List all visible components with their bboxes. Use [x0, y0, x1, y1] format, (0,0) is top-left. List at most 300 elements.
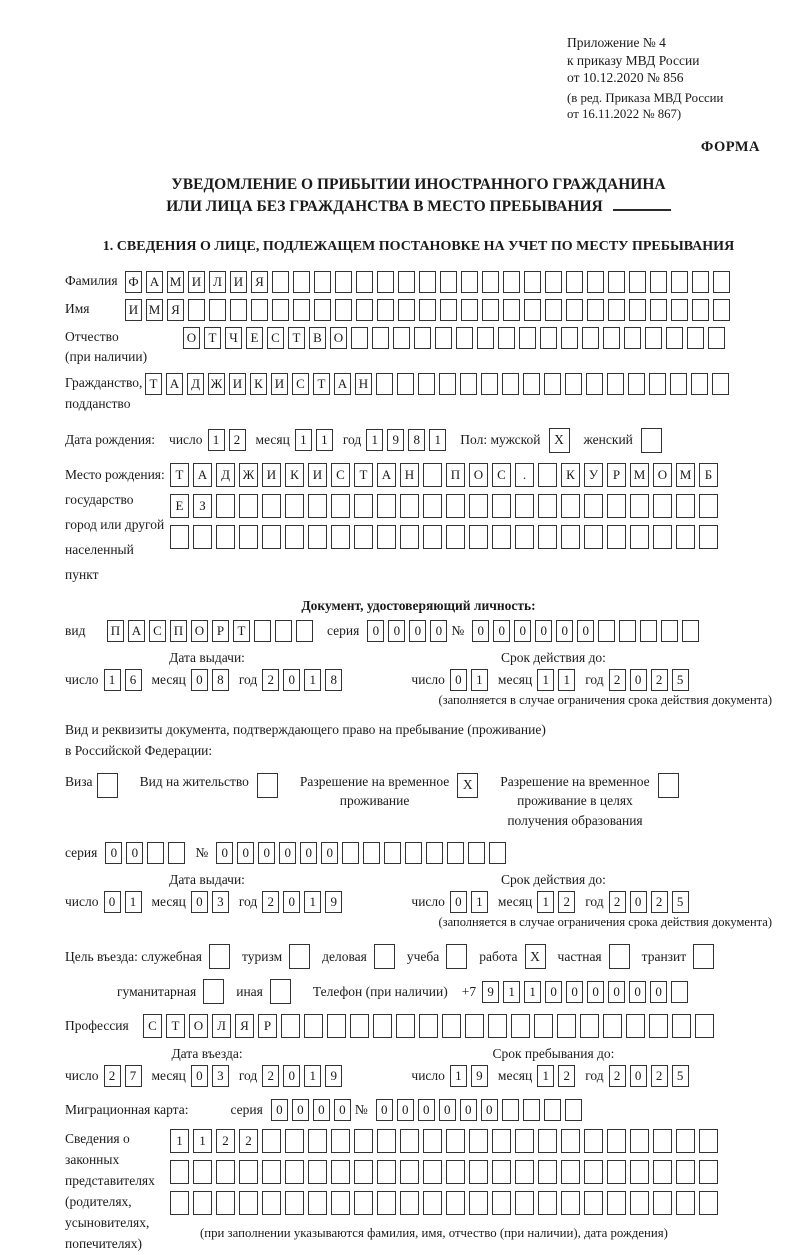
- char-cell[interactable]: [671, 271, 688, 293]
- char-cell[interactable]: [515, 1160, 534, 1184]
- char-cell[interactable]: [426, 842, 443, 864]
- char-cell[interactable]: [251, 299, 268, 321]
- char-cell[interactable]: [363, 842, 380, 864]
- char-cell[interactable]: [419, 271, 436, 293]
- char-cell[interactable]: [469, 525, 488, 549]
- char-cell[interactable]: [692, 271, 709, 293]
- char-cell[interactable]: [393, 327, 410, 349]
- char-cell[interactable]: 1: [125, 891, 142, 913]
- char-cell[interactable]: [477, 327, 494, 349]
- char-cell[interactable]: [492, 1191, 511, 1215]
- char-cell[interactable]: [460, 373, 477, 395]
- char-cell[interactable]: 9: [325, 1065, 342, 1087]
- char-cell[interactable]: [446, 1160, 465, 1184]
- char-cell[interactable]: [335, 271, 352, 293]
- char-cell[interactable]: Я: [167, 299, 184, 321]
- char-cell[interactable]: [524, 299, 541, 321]
- char-cell[interactable]: [469, 494, 488, 518]
- char-cell[interactable]: [492, 525, 511, 549]
- char-cell[interactable]: 5: [672, 669, 689, 691]
- char-cell[interactable]: [216, 1191, 235, 1215]
- char-cell[interactable]: [503, 271, 520, 293]
- char-cell[interactable]: [608, 271, 625, 293]
- char-cell[interactable]: [296, 620, 313, 642]
- char-cell[interactable]: [587, 271, 604, 293]
- char-cell[interactable]: [262, 1160, 281, 1184]
- char-cell[interactable]: [262, 494, 281, 518]
- char-cell[interactable]: 0: [430, 620, 447, 642]
- char-cell[interactable]: [372, 327, 389, 349]
- char-cell[interactable]: [331, 1129, 350, 1153]
- char-cell[interactable]: [582, 327, 599, 349]
- char-cell[interactable]: 1: [295, 429, 312, 451]
- char-cell[interactable]: [293, 271, 310, 293]
- char-cell[interactable]: [561, 525, 580, 549]
- char-cell[interactable]: [405, 842, 422, 864]
- char-cell[interactable]: [468, 842, 485, 864]
- work-checkbox[interactable]: X: [525, 944, 546, 969]
- char-cell[interactable]: [239, 525, 258, 549]
- char-cell[interactable]: 0: [587, 981, 604, 1003]
- char-cell[interactable]: [262, 1129, 281, 1153]
- char-cell[interactable]: 1: [208, 429, 225, 451]
- char-cell[interactable]: 7: [125, 1065, 142, 1087]
- char-cell[interactable]: [584, 494, 603, 518]
- char-cell[interactable]: И: [262, 463, 281, 487]
- char-cell[interactable]: [607, 1191, 626, 1215]
- char-cell[interactable]: [492, 494, 511, 518]
- char-cell[interactable]: 2: [609, 669, 626, 691]
- char-cell[interactable]: [713, 271, 730, 293]
- char-cell[interactable]: [414, 327, 431, 349]
- char-cell[interactable]: [482, 299, 499, 321]
- char-cell[interactable]: 0: [237, 842, 254, 864]
- visa-checkbox[interactable]: [97, 773, 118, 798]
- char-cell[interactable]: [377, 525, 396, 549]
- char-cell[interactable]: 0: [126, 842, 143, 864]
- char-cell[interactable]: 0: [630, 1065, 647, 1087]
- char-cell[interactable]: [584, 1129, 603, 1153]
- char-cell[interactable]: [331, 494, 350, 518]
- char-cell[interactable]: [676, 1160, 695, 1184]
- char-cell[interactable]: [630, 525, 649, 549]
- char-cell[interactable]: [170, 525, 189, 549]
- char-cell[interactable]: [342, 842, 359, 864]
- char-cell[interactable]: Т: [204, 327, 221, 349]
- char-cell[interactable]: 1: [366, 429, 383, 451]
- private-checkbox[interactable]: [609, 944, 630, 969]
- char-cell[interactable]: 1: [304, 891, 321, 913]
- char-cell[interactable]: [584, 1160, 603, 1184]
- char-cell[interactable]: 2: [609, 1065, 626, 1087]
- char-cell[interactable]: С: [292, 373, 309, 395]
- char-cell[interactable]: [285, 494, 304, 518]
- char-cell[interactable]: 0: [450, 669, 467, 691]
- char-cell[interactable]: 2: [651, 1065, 668, 1087]
- char-cell[interactable]: [630, 1129, 649, 1153]
- char-cell[interactable]: [603, 327, 620, 349]
- char-cell[interactable]: 0: [630, 669, 647, 691]
- char-cell[interactable]: [540, 327, 557, 349]
- char-cell[interactable]: [351, 327, 368, 349]
- char-cell[interactable]: [584, 1191, 603, 1215]
- char-cell[interactable]: [482, 271, 499, 293]
- char-cell[interactable]: 1: [304, 1065, 321, 1087]
- char-cell[interactable]: [465, 1014, 484, 1038]
- char-cell[interactable]: Я: [251, 271, 268, 293]
- char-cell[interactable]: [561, 327, 578, 349]
- char-cell[interactable]: [188, 299, 205, 321]
- char-cell[interactable]: [356, 299, 373, 321]
- char-cell[interactable]: 0: [283, 669, 300, 691]
- char-cell[interactable]: [561, 1191, 580, 1215]
- sex-male-checkbox[interactable]: X: [549, 428, 570, 453]
- char-cell[interactable]: М: [630, 463, 649, 487]
- char-cell[interactable]: 5: [672, 1065, 689, 1087]
- char-cell[interactable]: [377, 494, 396, 518]
- char-cell[interactable]: [649, 1014, 668, 1038]
- char-cell[interactable]: [699, 1191, 718, 1215]
- char-cell[interactable]: [423, 1160, 442, 1184]
- char-cell[interactable]: Л: [212, 1014, 231, 1038]
- char-cell[interactable]: 8: [212, 669, 229, 691]
- char-cell[interactable]: [377, 1191, 396, 1215]
- char-cell[interactable]: [515, 1191, 534, 1215]
- char-cell[interactable]: [650, 271, 667, 293]
- char-cell[interactable]: П: [107, 620, 124, 642]
- char-cell[interactable]: [293, 299, 310, 321]
- char-cell[interactable]: [239, 494, 258, 518]
- char-cell[interactable]: [649, 373, 666, 395]
- char-cell[interactable]: О: [191, 620, 208, 642]
- char-cell[interactable]: [423, 463, 442, 487]
- char-cell[interactable]: [708, 327, 725, 349]
- char-cell[interactable]: [587, 299, 604, 321]
- char-cell[interactable]: Н: [400, 463, 419, 487]
- char-cell[interactable]: [670, 373, 687, 395]
- char-cell[interactable]: [607, 373, 624, 395]
- char-cell[interactable]: [607, 1129, 626, 1153]
- char-cell[interactable]: [308, 1191, 327, 1215]
- char-cell[interactable]: 2: [651, 669, 668, 691]
- rvp-education-checkbox[interactable]: [658, 773, 679, 798]
- char-cell[interactable]: [524, 271, 541, 293]
- char-cell[interactable]: [544, 373, 561, 395]
- char-cell[interactable]: Т: [233, 620, 250, 642]
- char-cell[interactable]: [469, 1191, 488, 1215]
- char-cell[interactable]: [502, 1099, 519, 1121]
- char-cell[interactable]: [645, 327, 662, 349]
- char-cell[interactable]: А: [166, 373, 183, 395]
- char-cell[interactable]: [377, 1129, 396, 1153]
- char-cell[interactable]: [630, 1160, 649, 1184]
- char-cell[interactable]: [304, 1014, 323, 1038]
- char-cell[interactable]: [308, 1129, 327, 1153]
- char-cell[interactable]: О: [183, 327, 200, 349]
- char-cell[interactable]: .: [515, 463, 534, 487]
- char-cell[interactable]: Р: [212, 620, 229, 642]
- char-cell[interactable]: 0: [300, 842, 317, 864]
- char-cell[interactable]: Т: [170, 463, 189, 487]
- char-cell[interactable]: 0: [493, 620, 510, 642]
- char-cell[interactable]: [661, 620, 678, 642]
- char-cell[interactable]: [629, 299, 646, 321]
- char-cell[interactable]: [619, 620, 636, 642]
- char-cell[interactable]: Т: [288, 327, 305, 349]
- char-cell[interactable]: [653, 1191, 672, 1215]
- char-cell[interactable]: [354, 1191, 373, 1215]
- char-cell[interactable]: [676, 525, 695, 549]
- char-cell[interactable]: [691, 373, 708, 395]
- char-cell[interactable]: 0: [409, 620, 426, 642]
- business-checkbox[interactable]: [374, 944, 395, 969]
- char-cell[interactable]: Р: [607, 463, 626, 487]
- char-cell[interactable]: [640, 620, 657, 642]
- study-checkbox[interactable]: [446, 944, 467, 969]
- char-cell[interactable]: [354, 494, 373, 518]
- char-cell[interactable]: [544, 1099, 561, 1121]
- char-cell[interactable]: П: [446, 463, 465, 487]
- char-cell[interactable]: 0: [566, 981, 583, 1003]
- char-cell[interactable]: Л: [209, 271, 226, 293]
- char-cell[interactable]: 0: [439, 1099, 456, 1121]
- char-cell[interactable]: 9: [482, 981, 499, 1003]
- char-cell[interactable]: 0: [629, 981, 646, 1003]
- char-cell[interactable]: 0: [535, 620, 552, 642]
- char-cell[interactable]: 0: [105, 842, 122, 864]
- char-cell[interactable]: [565, 1099, 582, 1121]
- char-cell[interactable]: [545, 299, 562, 321]
- char-cell[interactable]: [502, 373, 519, 395]
- char-cell[interactable]: Д: [187, 373, 204, 395]
- char-cell[interactable]: 2: [558, 891, 575, 913]
- char-cell[interactable]: [523, 1099, 540, 1121]
- char-cell[interactable]: 1: [170, 1129, 189, 1153]
- char-cell[interactable]: Я: [235, 1014, 254, 1038]
- char-cell[interactable]: [586, 373, 603, 395]
- char-cell[interactable]: 1: [558, 669, 575, 691]
- char-cell[interactable]: 0: [191, 891, 208, 913]
- char-cell[interactable]: [254, 620, 271, 642]
- char-cell[interactable]: [469, 1160, 488, 1184]
- char-cell[interactable]: [230, 299, 247, 321]
- char-cell[interactable]: [400, 1191, 419, 1215]
- char-cell[interactable]: 1: [304, 669, 321, 691]
- char-cell[interactable]: [435, 327, 452, 349]
- char-cell[interactable]: [676, 1129, 695, 1153]
- humanitarian-checkbox[interactable]: [203, 979, 224, 1004]
- char-cell[interactable]: [308, 494, 327, 518]
- char-cell[interactable]: Ж: [239, 463, 258, 487]
- char-cell[interactable]: [603, 1014, 622, 1038]
- char-cell[interactable]: [672, 1014, 691, 1038]
- char-cell[interactable]: [193, 1160, 212, 1184]
- char-cell[interactable]: [400, 494, 419, 518]
- char-cell[interactable]: К: [285, 463, 304, 487]
- char-cell[interactable]: 1: [537, 1065, 554, 1087]
- tourism-checkbox[interactable]: [289, 944, 310, 969]
- char-cell[interactable]: [538, 463, 557, 487]
- char-cell[interactable]: [216, 494, 235, 518]
- char-cell[interactable]: [557, 1014, 576, 1038]
- char-cell[interactable]: [650, 299, 667, 321]
- char-cell[interactable]: 0: [334, 1099, 351, 1121]
- char-cell[interactable]: [699, 494, 718, 518]
- char-cell[interactable]: 0: [545, 981, 562, 1003]
- char-cell[interactable]: [538, 525, 557, 549]
- char-cell[interactable]: [397, 373, 414, 395]
- char-cell[interactable]: [170, 1191, 189, 1215]
- sex-female-checkbox[interactable]: [641, 428, 662, 453]
- char-cell[interactable]: 1: [429, 429, 446, 451]
- char-cell[interactable]: [538, 494, 557, 518]
- char-cell[interactable]: [687, 327, 704, 349]
- char-cell[interactable]: [147, 842, 164, 864]
- char-cell[interactable]: 0: [283, 1065, 300, 1087]
- char-cell[interactable]: [209, 299, 226, 321]
- char-cell[interactable]: Ж: [208, 373, 225, 395]
- char-cell[interactable]: 0: [258, 842, 275, 864]
- char-cell[interactable]: [503, 299, 520, 321]
- char-cell[interactable]: 2: [239, 1129, 258, 1153]
- char-cell[interactable]: [584, 525, 603, 549]
- char-cell[interactable]: А: [128, 620, 145, 642]
- char-cell[interactable]: О: [330, 327, 347, 349]
- char-cell[interactable]: С: [267, 327, 284, 349]
- char-cell[interactable]: Т: [313, 373, 330, 395]
- char-cell[interactable]: М: [676, 463, 695, 487]
- char-cell[interactable]: [653, 494, 672, 518]
- char-cell[interactable]: 0: [191, 669, 208, 691]
- char-cell[interactable]: 1: [471, 669, 488, 691]
- char-cell[interactable]: 2: [262, 891, 279, 913]
- char-cell[interactable]: [511, 1014, 530, 1038]
- char-cell[interactable]: [354, 1129, 373, 1153]
- char-cell[interactable]: [285, 525, 304, 549]
- char-cell[interactable]: И: [230, 271, 247, 293]
- char-cell[interactable]: И: [271, 373, 288, 395]
- char-cell[interactable]: [285, 1129, 304, 1153]
- char-cell[interactable]: 0: [630, 891, 647, 913]
- char-cell[interactable]: Е: [170, 494, 189, 518]
- char-cell[interactable]: 1: [471, 891, 488, 913]
- char-cell[interactable]: [419, 1014, 438, 1038]
- char-cell[interactable]: 0: [608, 981, 625, 1003]
- char-cell[interactable]: [653, 1129, 672, 1153]
- char-cell[interactable]: [335, 299, 352, 321]
- char-cell[interactable]: [515, 1129, 534, 1153]
- other-checkbox[interactable]: [270, 979, 291, 1004]
- char-cell[interactable]: [566, 271, 583, 293]
- rvp-checkbox[interactable]: X: [457, 773, 478, 798]
- char-cell[interactable]: Т: [354, 463, 373, 487]
- char-cell[interactable]: [373, 1014, 392, 1038]
- char-cell[interactable]: 3: [212, 1065, 229, 1087]
- char-cell[interactable]: [534, 1014, 553, 1038]
- char-cell[interactable]: И: [125, 299, 142, 321]
- char-cell[interactable]: [653, 1160, 672, 1184]
- char-cell[interactable]: [356, 271, 373, 293]
- char-cell[interactable]: [314, 271, 331, 293]
- char-cell[interactable]: [423, 1129, 442, 1153]
- char-cell[interactable]: [354, 525, 373, 549]
- char-cell[interactable]: [626, 1014, 645, 1038]
- char-cell[interactable]: В: [309, 327, 326, 349]
- char-cell[interactable]: И: [188, 271, 205, 293]
- char-cell[interactable]: [628, 373, 645, 395]
- char-cell[interactable]: [469, 1129, 488, 1153]
- char-cell[interactable]: [400, 1160, 419, 1184]
- char-cell[interactable]: 0: [418, 1099, 435, 1121]
- char-cell[interactable]: [607, 525, 626, 549]
- char-cell[interactable]: 0: [283, 891, 300, 913]
- char-cell[interactable]: [515, 525, 534, 549]
- char-cell[interactable]: И: [229, 373, 246, 395]
- char-cell[interactable]: [239, 1191, 258, 1215]
- char-cell[interactable]: [630, 494, 649, 518]
- char-cell[interactable]: З: [193, 494, 212, 518]
- char-cell[interactable]: [461, 299, 478, 321]
- char-cell[interactable]: 0: [321, 842, 338, 864]
- char-cell[interactable]: Е: [246, 327, 263, 349]
- char-cell[interactable]: Н: [355, 373, 372, 395]
- char-cell[interactable]: [699, 525, 718, 549]
- char-cell[interactable]: [682, 620, 699, 642]
- char-cell[interactable]: [565, 373, 582, 395]
- char-cell[interactable]: [308, 525, 327, 549]
- char-cell[interactable]: О: [469, 463, 488, 487]
- char-cell[interactable]: 1: [537, 669, 554, 691]
- char-cell[interactable]: Т: [145, 373, 162, 395]
- char-cell[interactable]: [418, 373, 435, 395]
- char-cell[interactable]: [561, 494, 580, 518]
- char-cell[interactable]: [481, 373, 498, 395]
- char-cell[interactable]: [193, 525, 212, 549]
- char-cell[interactable]: [538, 1129, 557, 1153]
- char-cell[interactable]: 2: [229, 429, 246, 451]
- char-cell[interactable]: [354, 1160, 373, 1184]
- char-cell[interactable]: [598, 620, 615, 642]
- char-cell[interactable]: [692, 299, 709, 321]
- char-cell[interactable]: А: [377, 463, 396, 487]
- char-cell[interactable]: [666, 327, 683, 349]
- char-cell[interactable]: 1: [450, 1065, 467, 1087]
- char-cell[interactable]: [695, 1014, 714, 1038]
- char-cell[interactable]: 0: [460, 1099, 477, 1121]
- char-cell[interactable]: Б: [699, 463, 718, 487]
- char-cell[interactable]: [423, 1191, 442, 1215]
- char-cell[interactable]: [285, 1191, 304, 1215]
- char-cell[interactable]: 0: [397, 1099, 414, 1121]
- char-cell[interactable]: [519, 327, 536, 349]
- char-cell[interactable]: [423, 494, 442, 518]
- char-cell[interactable]: 2: [609, 891, 626, 913]
- char-cell[interactable]: [377, 299, 394, 321]
- char-cell[interactable]: [699, 1160, 718, 1184]
- char-cell[interactable]: [653, 525, 672, 549]
- char-cell[interactable]: [608, 299, 625, 321]
- char-cell[interactable]: [193, 1191, 212, 1215]
- char-cell[interactable]: 0: [388, 620, 405, 642]
- char-cell[interactable]: О: [653, 463, 672, 487]
- char-cell[interactable]: 3: [212, 891, 229, 913]
- residence-permit-checkbox[interactable]: [257, 773, 278, 798]
- char-cell[interactable]: [314, 299, 331, 321]
- char-cell[interactable]: [456, 327, 473, 349]
- char-cell[interactable]: И: [308, 463, 327, 487]
- char-cell[interactable]: [327, 1014, 346, 1038]
- char-cell[interactable]: [331, 1191, 350, 1215]
